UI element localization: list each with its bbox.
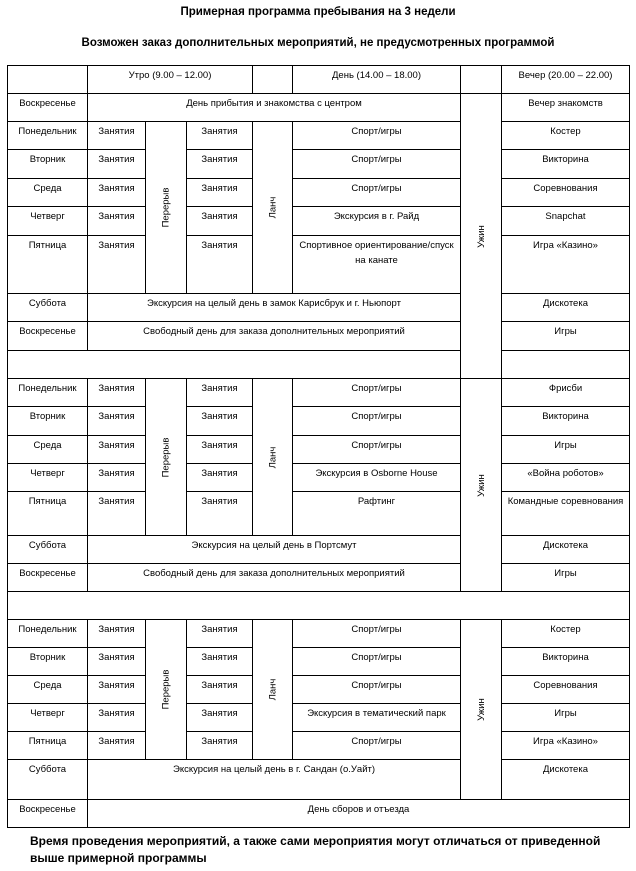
evening-activity: Викторина xyxy=(502,150,630,179)
afternoon-activity: Спортивное ориентирование/спуск на канате xyxy=(293,236,461,294)
activity: Свободный день для заказа дополнительных мероприятий xyxy=(88,322,461,351)
header-blank xyxy=(461,66,502,94)
day-name: Воскресенье xyxy=(8,564,88,592)
table-row xyxy=(8,407,630,436)
day-name: Воскресенье xyxy=(8,800,88,828)
afternoon-activity: Экскурсия в Osborne House xyxy=(293,464,461,492)
evening-activity: Дискотека xyxy=(502,536,630,564)
header-morning: Утро (9.00 – 12.00) xyxy=(88,66,253,94)
activity: День сборов и отъезда xyxy=(88,800,630,828)
evening-activity: Игры xyxy=(502,564,630,592)
day-name: Вторник xyxy=(8,150,88,179)
morning-activity: Занятия xyxy=(187,648,253,676)
table-row xyxy=(8,207,630,236)
morning-activity: Занятия xyxy=(187,236,253,294)
dinner-label: Ужин xyxy=(475,473,487,497)
day-name: Понедельник xyxy=(8,620,88,648)
morning-activity: Занятия xyxy=(88,648,146,676)
dinner-cell xyxy=(461,379,502,592)
day-name: Суббота xyxy=(8,536,88,564)
activity: Свободный день для заказа дополнительных мероприятий xyxy=(88,564,461,592)
header-row xyxy=(8,66,630,94)
morning-activity: Занятия xyxy=(88,464,146,492)
morning-activity: Занятия xyxy=(187,150,253,179)
page-subtitle: Возможен заказ дополнительных мероприятий, не предусмотренных программой xyxy=(81,37,555,49)
afternoon-activity: Экскурсия в тематический парк xyxy=(293,704,461,732)
afternoon-activity: Спорт/игры xyxy=(293,122,461,150)
afternoon-activity: Спорт/игры xyxy=(293,436,461,464)
table-row xyxy=(8,648,630,676)
header-evening: Вечер (20.00 – 22.00) xyxy=(502,66,630,94)
morning-activity: Занятия xyxy=(187,464,253,492)
evening-activity: Вечер знакомств xyxy=(502,94,630,122)
morning-activity: Занятия xyxy=(88,122,146,150)
day-name: Четверг xyxy=(8,207,88,236)
afternoon-activity: Спорт/игры xyxy=(293,379,461,407)
morning-activity: Занятия xyxy=(88,676,146,704)
week-separator xyxy=(8,592,630,620)
lunch-label: Ланч xyxy=(267,446,278,468)
separator-cell xyxy=(8,592,630,620)
afternoon-activity: Спорт/игры xyxy=(293,179,461,207)
table-row xyxy=(8,179,630,207)
table-row xyxy=(8,94,630,122)
afternoon-activity: Спорт/игры xyxy=(293,620,461,648)
table-row xyxy=(8,492,630,536)
day-name: Суббота xyxy=(8,294,88,322)
table-row xyxy=(8,676,630,704)
evening-activity: Фрисби xyxy=(502,379,630,407)
morning-activity: Занятия xyxy=(187,620,253,648)
break-cell xyxy=(146,379,187,536)
table-row xyxy=(8,322,630,351)
evening-activity: «Война роботов» xyxy=(502,464,630,492)
afternoon-activity: Спорт/игры xyxy=(293,676,461,704)
evening-activity: Игры xyxy=(502,436,630,464)
afternoon-activity: Экскурсия в г. Райд xyxy=(293,207,461,236)
header-blank xyxy=(8,66,88,94)
day-name: Вторник xyxy=(8,407,88,436)
day-name: Четверг xyxy=(8,704,88,732)
morning-activity: Занятия xyxy=(88,620,146,648)
dinner-label: Ужин xyxy=(475,224,487,248)
evening-activity: Костер xyxy=(502,620,630,648)
morning-activity: Занятия xyxy=(187,492,253,536)
break-label: Перерыв xyxy=(160,187,172,228)
morning-activity: Занятия xyxy=(88,150,146,179)
break-label: Перерыв xyxy=(160,669,172,710)
table-row xyxy=(8,760,630,800)
afternoon-activity: Спорт/игры xyxy=(293,648,461,676)
morning-activity: Занятия xyxy=(88,379,146,407)
table-row xyxy=(8,150,630,179)
activity: Экскурсия на целый день в замок Карисбрук и г. Ньюпорт xyxy=(88,294,461,322)
evening-activity: Игра «Казино» xyxy=(502,732,630,760)
evening-activity: Игры xyxy=(502,704,630,732)
morning-activity: Занятия xyxy=(88,407,146,436)
morning-activity: Занятия xyxy=(88,436,146,464)
day-name: Понедельник xyxy=(8,379,88,407)
header-blank xyxy=(253,66,293,94)
dinner-cell xyxy=(461,620,502,800)
evening-activity: Викторина xyxy=(502,407,630,436)
morning-activity: Занятия xyxy=(88,492,146,536)
morning-activity: Занятия xyxy=(187,676,253,704)
afternoon-activity: Спорт/игры xyxy=(293,150,461,179)
day-name: Понедельник xyxy=(8,122,88,150)
table-row xyxy=(8,294,630,322)
activity: Экскурсия на целый день в г. Сандан (о.Уайт) xyxy=(88,760,461,800)
lunch-label: Ланч xyxy=(267,196,278,219)
activity: День прибытия и знакомства с центром xyxy=(88,94,461,122)
evening-activity: Дискотека xyxy=(502,294,630,322)
page-title: Примерная программа пребывания на 3 недели xyxy=(180,6,456,18)
day-name: Пятница xyxy=(8,732,88,760)
break-label: Перерыв xyxy=(160,437,172,477)
table-row xyxy=(8,732,630,760)
day-name: Четверг xyxy=(8,464,88,492)
morning-activity: Занятия xyxy=(88,704,146,732)
day-name: Среда xyxy=(8,676,88,704)
evening-activity: Соревнования xyxy=(502,676,630,704)
table-row xyxy=(8,122,630,150)
dinner-label: Ужин xyxy=(475,698,487,721)
morning-activity: Занятия xyxy=(187,122,253,150)
morning-activity: Занятия xyxy=(187,407,253,436)
morning-activity: Занятия xyxy=(187,436,253,464)
day-name: Воскресенье xyxy=(8,94,88,122)
table-row xyxy=(8,236,630,294)
morning-activity: Занятия xyxy=(88,179,146,207)
table-row xyxy=(8,564,630,592)
table-row xyxy=(8,379,630,407)
separator-cell xyxy=(8,351,630,379)
evening-activity: Snapchat xyxy=(502,207,630,236)
morning-activity: Занятия xyxy=(187,207,253,236)
break-cell xyxy=(146,122,187,294)
morning-activity: Занятия xyxy=(88,236,146,294)
morning-activity: Занятия xyxy=(187,704,253,732)
table-row xyxy=(8,800,630,828)
evening-activity: Костер xyxy=(502,122,630,150)
evening-activity: Соревнования xyxy=(502,179,630,207)
morning-activity: Занятия xyxy=(187,732,253,760)
week-separator xyxy=(8,351,630,379)
afternoon-activity: Рафтинг xyxy=(293,492,461,536)
day-name: Воскресенье xyxy=(8,322,88,351)
day-name: Вторник xyxy=(8,648,88,676)
break-cell xyxy=(146,620,187,760)
table-row xyxy=(8,464,630,492)
morning-activity: Занятия xyxy=(88,732,146,760)
table-row xyxy=(8,620,630,648)
morning-activity: Занятия xyxy=(187,379,253,407)
lunch-label: Ланч xyxy=(267,678,278,701)
morning-activity: Занятия xyxy=(88,207,146,236)
evening-activity: Дискотека xyxy=(502,760,630,800)
day-name: Пятница xyxy=(8,492,88,536)
table-row xyxy=(8,536,630,564)
dinner-cell xyxy=(461,94,502,379)
morning-activity: Занятия xyxy=(187,179,253,207)
footer-note: Время проведения мероприятий, а также сами мероприятия могут отличаться от приведенной выше примерной программы xyxy=(30,834,601,865)
evening-activity: Игра «Казино» xyxy=(502,236,630,294)
table-row xyxy=(8,704,630,732)
table-row xyxy=(8,436,630,464)
lunch-cell xyxy=(253,379,293,536)
afternoon-activity: Спорт/игры xyxy=(293,732,461,760)
activity: Экскурсия на целый день в Портсмут xyxy=(88,536,461,564)
schedule-table xyxy=(7,65,630,828)
header-day: День (14.00 – 18.00) xyxy=(293,66,461,94)
evening-activity: Викторина xyxy=(502,648,630,676)
day-name: Пятница xyxy=(8,236,88,294)
evening-activity: Командные соревнования xyxy=(502,492,630,536)
evening-activity: Игры xyxy=(502,322,630,351)
lunch-cell xyxy=(253,122,293,294)
afternoon-activity: Спорт/игры xyxy=(293,407,461,436)
day-name: Среда xyxy=(8,436,88,464)
lunch-cell xyxy=(253,620,293,760)
day-name: Суббота xyxy=(8,760,88,800)
day-name: Среда xyxy=(8,179,88,207)
